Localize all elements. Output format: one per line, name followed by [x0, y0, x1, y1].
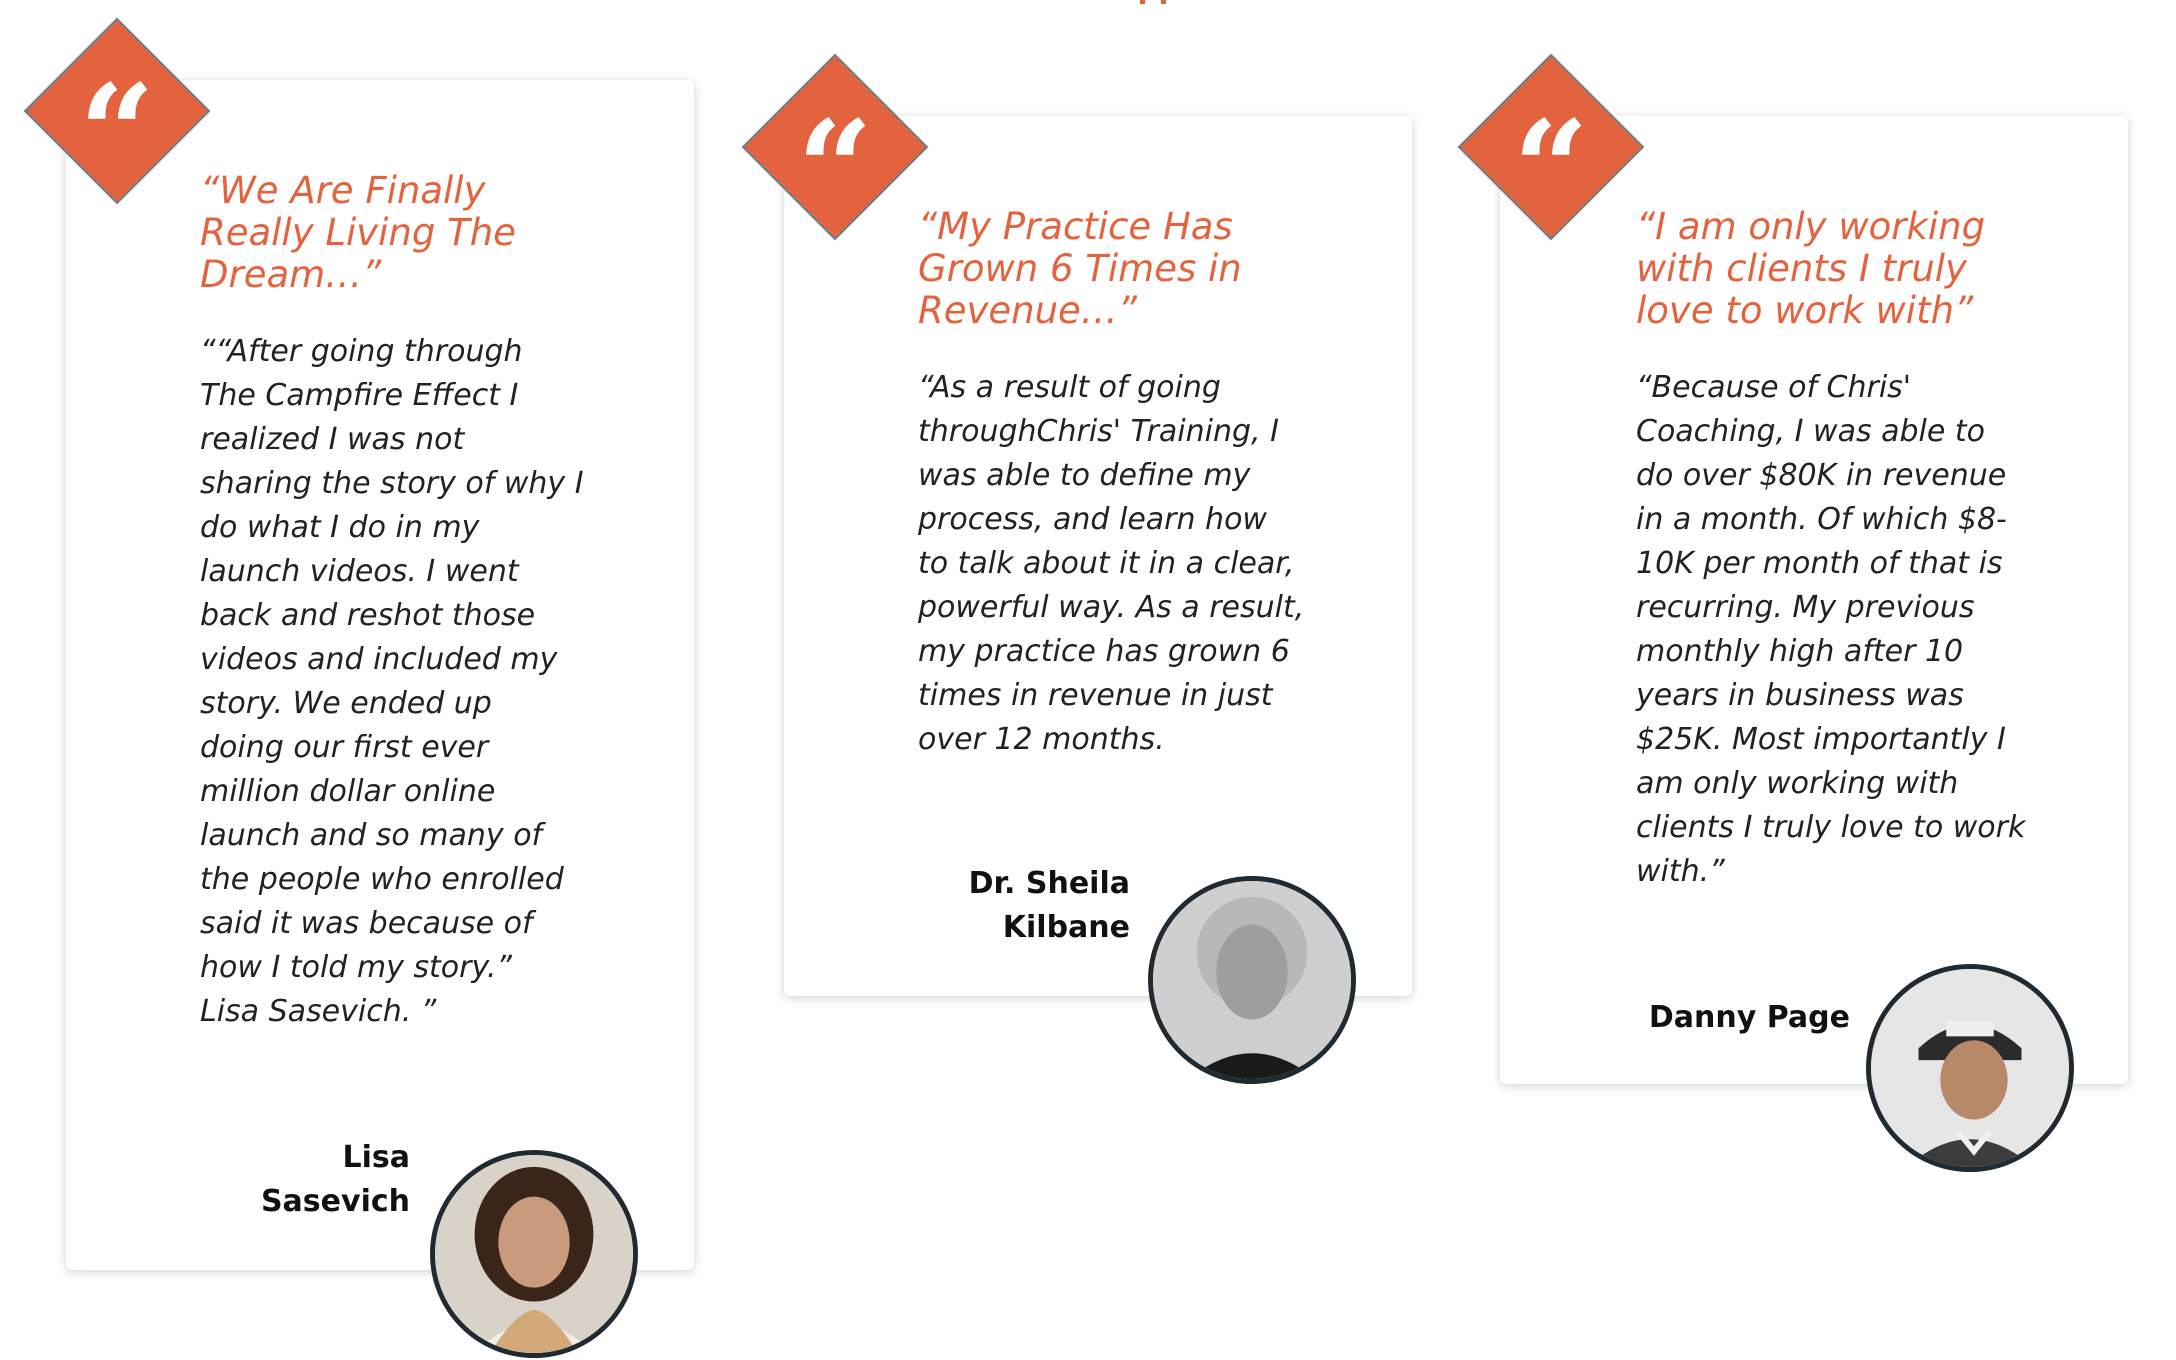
quote-icon: “: [1513, 92, 1589, 247]
avatar-3: [1866, 964, 2074, 1172]
avatar-2: [1148, 876, 1356, 1084]
testimonial-headline-1: “We Are Finally Really Living The Dream…”: [200, 169, 516, 296]
testimonial-headline-2: “My Practice Has Grown 6 Times in Revenue…”: [918, 205, 1242, 332]
avatar-1: [430, 1150, 638, 1358]
testimonial-quote-3: “Because of Chris' Coaching, I was able to do over $80K in revenue in a month. Of which $8- 10K per month of that is recurring. My previous monthly high after 10 years in business was $25K. Most importantly I am only working with clients I truly love to work with.”: [1636, 370, 2026, 889]
testimonial-author-3: Danny Page: [1648, 1000, 1850, 1035]
testimonial-quote-1: ““After going through The Campfire Effect I realized I was not sharing the story of why I do what I do in my launch videos. I went back and reshot those videos and included my story. We ended up doing our first ever million dollar online launch and so many of the people who enrolled said it was because of how I told my story.” Lisa Sasevich. ”: [200, 334, 584, 1029]
section-title-fragment: [1140, 0, 1166, 4]
quote-icon: “: [79, 56, 155, 211]
quote-icon: “: [797, 92, 873, 247]
testimonial-headline-3: “I am only working with clients I truly love to work with”: [1636, 205, 1986, 332]
testimonial-quote-2: “As a result of going throughChris' Training, I was able to define my process, and learn how to talk about it in a clear, powerful way. As a result, my practice has grown 6 times in revenue in just over 12 months.: [918, 370, 1305, 757]
testimonial-author-2: Dr. Sheila Kilbane: [968, 866, 1130, 945]
testimonial-author-1: Lisa Sasevich: [260, 1140, 410, 1219]
